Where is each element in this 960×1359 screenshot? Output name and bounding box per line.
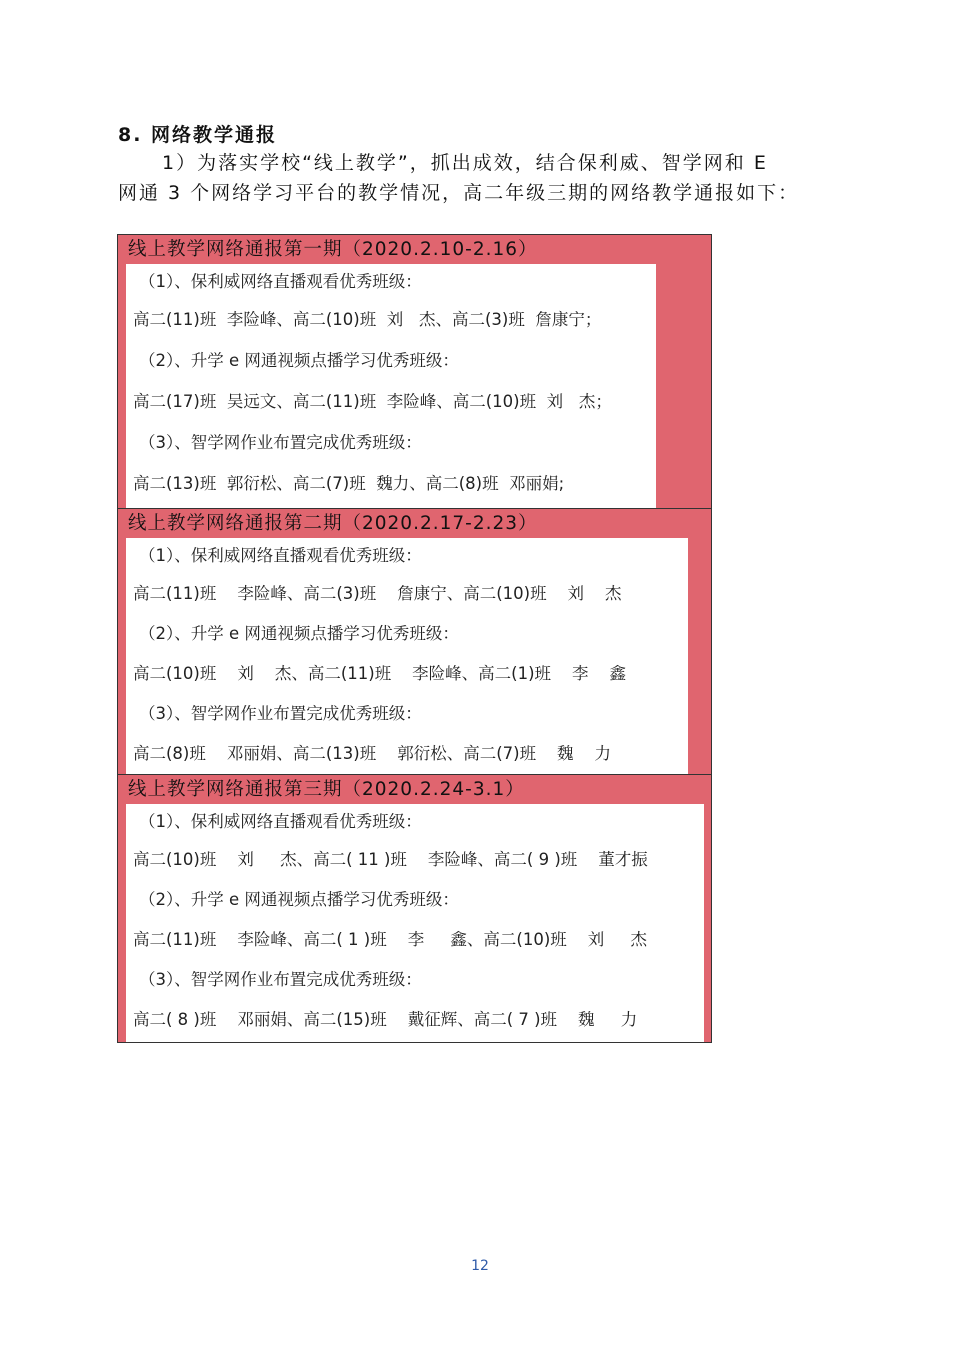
page-number: 12 — [471, 1258, 489, 1274]
category-label: （2）、升学 e 网通视频点播学习优秀班级： — [139, 351, 459, 370]
class-list: 高二(13)班 郭衍松、高二(7)班 魏力、高二(8)班 邓丽娟; — [133, 474, 565, 493]
category-label: （1）、保利威网络直播观看优秀班级： — [139, 546, 422, 565]
category-label: （1）、保利威网络直播观看优秀班级： — [139, 812, 422, 831]
class-list: 高二(17)班 吴远文、高二(11)班 李险峰、高二(10)班 刘 杰； — [133, 392, 612, 411]
period-1 — [118, 235, 711, 508]
class-list: 高二(11)班 李险峰、高二(10)班 刘 杰、高二(3)班 詹康宁； — [133, 310, 602, 329]
category-label: （3）、智学网作业布置完成优秀班级： — [139, 970, 422, 989]
intro-line-1: 1）为落实学校“线上教学”，抓出成效，结合保利威、智学网和 E — [162, 152, 768, 174]
category-label: （2）、升学 e 网通视频点播学习优秀班级： — [139, 890, 459, 909]
category-label: （3）、智学网作业布置完成优秀班级： — [139, 704, 422, 723]
category-label: （3）、智学网作业布置完成优秀班级： — [139, 433, 422, 452]
period-body — [126, 538, 688, 774]
report-table — [117, 234, 712, 1043]
category-label: （1）、保利威网络直播观看优秀班级： — [139, 272, 422, 291]
section-heading: 8. 网络教学通报 — [118, 124, 278, 146]
period-3 — [118, 774, 711, 1042]
class-list: 高二(8)班 邓丽娟、高二(13)班 郭衍松、高二(7)班 魏 力 — [133, 744, 612, 763]
class-list: 高二(10)班 刘 杰、高二( 11 )班 李险峰、高二( 9 )班 董才振 — [133, 850, 648, 869]
period-title: 线上教学网络通报第一期（2020.2.10-2.16） — [128, 239, 538, 260]
class-list: 高二(11)班 李险峰、高二( 1 )班 李 鑫、高二(10)班 刘 杰 — [133, 930, 647, 949]
category-label: （2）、升学 e 网通视频点播学习优秀班级： — [139, 624, 459, 643]
period-body — [126, 804, 704, 1042]
intro-line-2: 网通 3 个网络学习平台的教学情况，高二年级三期的网络教学通报如下： — [118, 182, 800, 204]
class-list: 高二(10)班 刘 杰、高二(11)班 李险峰、高二(1)班 李 鑫 — [133, 664, 627, 683]
class-list: 高二( 8 )班 邓丽娟、高二(15)班 戴征辉、高二( 7 )班 魏 力 — [133, 1010, 638, 1029]
class-list: 高二(11)班 李险峰、高二(3)班 詹康宁、高二(10)班 刘 杰 — [133, 584, 622, 603]
intro-paragraph — [118, 148, 830, 208]
period-body — [126, 264, 656, 508]
period-title: 线上教学网络通报第三期（2020.2.24-3.1） — [128, 779, 525, 800]
period-title: 线上教学网络通报第二期（2020.2.17-2.23） — [128, 513, 538, 534]
period-2 — [118, 508, 711, 774]
